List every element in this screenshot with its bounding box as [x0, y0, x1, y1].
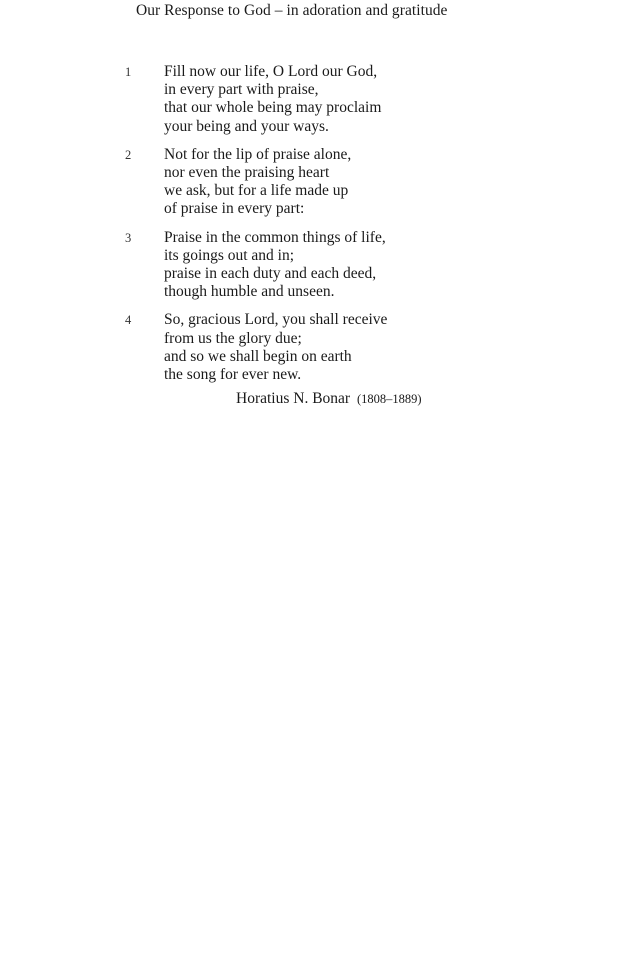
- verse-line: nor even the praising heart: [164, 164, 330, 182]
- author-name: Horatius N. Bonar: [236, 390, 351, 407]
- author-dates: (1808–1889): [356, 392, 422, 406]
- verse-line: Not for the lip of praise alone,: [164, 145, 352, 163]
- verse-2: [0, 146, 640, 219]
- attribution: [236, 389, 422, 409]
- verse-line: in every part with praise,: [164, 81, 319, 99]
- hymn-text: [0, 63, 640, 394]
- verse-line: that our whole being may proclaim: [164, 99, 382, 117]
- verse-line: praise in each duty and each deed,: [164, 265, 377, 283]
- running-head: Our Response to God – in adoration and gratitude: [136, 2, 448, 19]
- verse-line: from us the glory due;: [164, 329, 302, 347]
- verse-number: 3: [125, 230, 132, 245]
- verse-line: Fill now our life, O Lord our God,: [164, 63, 378, 80]
- verse-line: though humble and unseen.: [164, 283, 335, 301]
- verse-line: its goings out and in;: [164, 246, 295, 264]
- verse-3: [0, 229, 640, 302]
- verse-line: of praise in every part:: [164, 200, 305, 218]
- verse-1: [0, 63, 640, 136]
- verse-lines: [164, 63, 640, 136]
- verse-line: So, gracious Lord, you shall receive: [164, 311, 388, 329]
- verse-lines: [164, 229, 640, 302]
- verse-lines: [164, 311, 640, 384]
- verse-4: [0, 311, 640, 384]
- verse-line: Praise in the common things of life,: [164, 228, 386, 246]
- verse-lines: [164, 146, 640, 219]
- verse-number: 1: [125, 65, 132, 79]
- verse-line: we ask, but for a life made up: [164, 182, 349, 200]
- verse-line: the song for ever new.: [164, 366, 302, 384]
- verse-line: your being and your ways.: [164, 117, 329, 135]
- verse-number: 2: [125, 147, 132, 162]
- verse-number: 4: [125, 313, 132, 328]
- verse-line: and so we shall begin on earth: [164, 347, 352, 365]
